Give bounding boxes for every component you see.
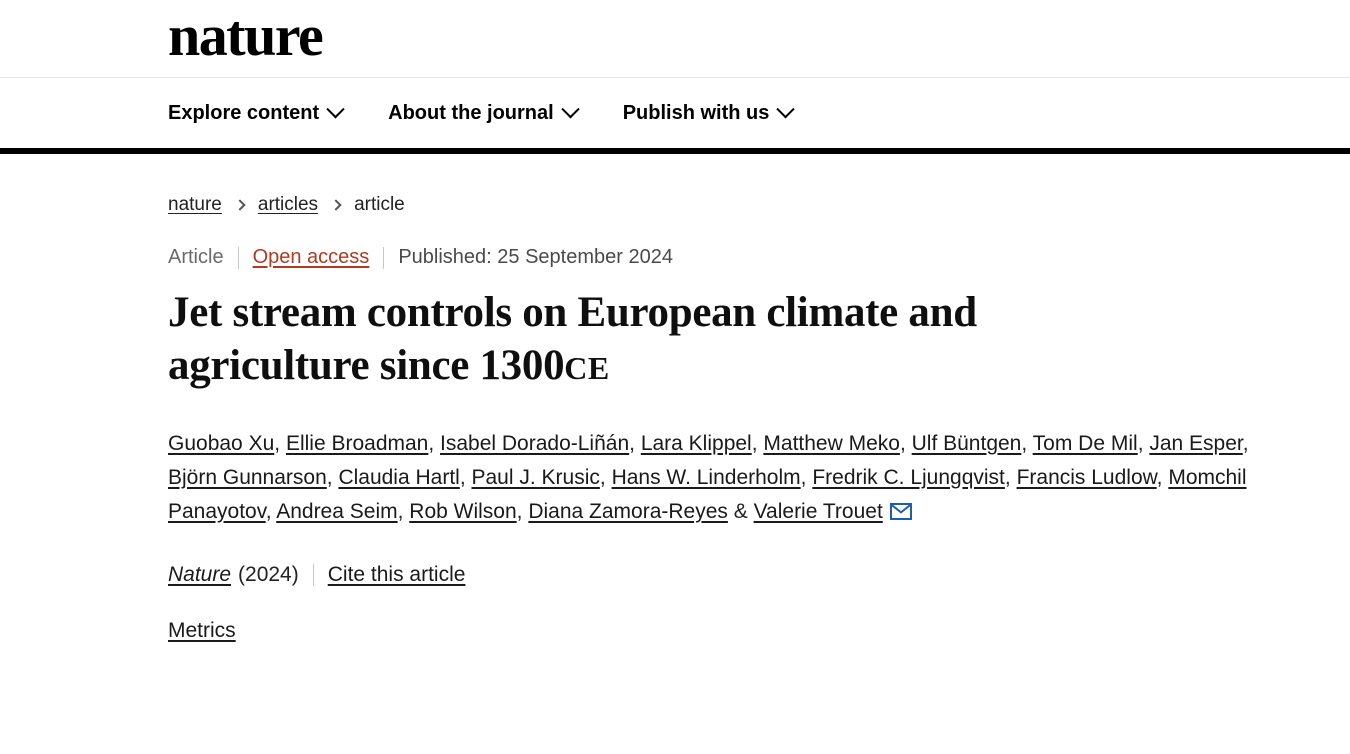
chevron-down-icon: [561, 100, 579, 118]
breadcrumb: [168, 194, 1310, 216]
nav-item-publish-with-us[interactable]: [623, 103, 793, 123]
author-separator: ,: [629, 431, 641, 455]
author-separator: ,: [599, 465, 612, 489]
author-separator: ,: [1021, 431, 1033, 455]
breadcrumb-item-article: article: [354, 194, 405, 215]
page-title: [168, 287, 1148, 393]
author-link[interactable]: Francis Ludlow: [1016, 465, 1157, 489]
author-separator: ,: [899, 431, 912, 455]
meta-divider: [383, 247, 384, 269]
author-separator: ,: [751, 431, 764, 455]
author-link[interactable]: Paul J. Krusic: [471, 465, 600, 489]
author-conjunction: &: [727, 499, 754, 523]
author-separator: ,: [1004, 465, 1017, 489]
author-link[interactable]: Hans W. Linderholm: [611, 465, 801, 489]
author-separator: ,: [265, 499, 277, 523]
open-access-badge[interactable]: Open access: [252, 246, 370, 268]
nature-logo[interactable]: nature: [168, 2, 323, 68]
site-masthead: [0, 0, 1350, 78]
article-meta: [168, 246, 1310, 269]
meta-divider: [313, 564, 314, 586]
author-link[interactable]: Andrea Seim: [276, 499, 398, 523]
author-separator: ,: [326, 465, 339, 489]
author-list: [168, 427, 1298, 531]
nav-item-label: Publish with us: [622, 102, 770, 124]
article-content: [0, 154, 1350, 643]
breadcrumb-item-nature[interactable]: nature: [168, 194, 222, 215]
cite-this-article-link[interactable]: Cite this article: [327, 562, 466, 586]
author-link[interactable]: Momchil Panayotov: [168, 465, 1247, 523]
article-type: Article: [168, 246, 224, 268]
nav-item-explore-content[interactable]: [168, 103, 342, 123]
author-separator: ,: [428, 431, 441, 455]
article-title-main: Jet stream controls on European climate and agriculture since 1300: [168, 289, 977, 389]
author-link[interactable]: Claudia Hartl: [338, 465, 460, 489]
author-separator: ,: [516, 499, 529, 523]
publication-date: Published: 25 September 2024: [398, 246, 673, 268]
author-link[interactable]: Guobao Xu: [168, 431, 275, 455]
primary-navigation: [0, 78, 1350, 154]
journal-citation: [168, 563, 1310, 587]
author-separator: ,: [1137, 431, 1150, 455]
author-link[interactable]: Matthew Meko: [763, 431, 900, 455]
article-title-smallcaps: CE: [564, 349, 610, 386]
author-separator: ,: [397, 499, 410, 523]
author-link[interactable]: Lara Klippel: [640, 431, 752, 455]
chevron-down-icon: [326, 100, 344, 118]
nav-item-label: Explore content: [168, 102, 320, 124]
author-link[interactable]: Rob Wilson: [409, 499, 517, 523]
journal-name-link[interactable]: Nature: [168, 562, 232, 586]
author-link[interactable]: Isabel Dorado-Liñán: [440, 431, 630, 455]
nav-item-about-the-journal[interactable]: [388, 103, 577, 123]
email-icon[interactable]: [890, 497, 912, 531]
nav-item-label: About the journal: [388, 102, 554, 124]
author-separator: ,: [459, 465, 472, 489]
author-link[interactable]: Fredrik C. Ljungqvist: [812, 465, 1005, 489]
chevron-right-icon: [234, 199, 245, 210]
author-link[interactable]: Diana Zamora-Reyes: [528, 499, 728, 523]
author-separator: ,: [800, 465, 813, 489]
author-link[interactable]: Tom De Mil: [1032, 431, 1138, 455]
metrics-link[interactable]: Metrics: [168, 618, 236, 642]
journal-year: (2024): [238, 562, 299, 586]
author-separator: ,: [274, 431, 286, 455]
author-link[interactable]: Jan Esper: [1149, 431, 1243, 455]
author-link[interactable]: Ulf Büntgen: [911, 431, 1022, 455]
chevron-right-icon: [330, 199, 341, 210]
breadcrumb-item-articles[interactable]: articles: [257, 194, 319, 215]
meta-divider: [238, 247, 239, 269]
author-link[interactable]: Valerie Trouet: [753, 499, 883, 523]
chevron-down-icon: [777, 100, 795, 118]
author-separator: ,: [1156, 465, 1169, 489]
author-link[interactable]: Björn Gunnarson: [168, 465, 327, 489]
author-separator: ,: [1242, 431, 1249, 455]
author-link[interactable]: Ellie Broadman: [285, 431, 429, 455]
